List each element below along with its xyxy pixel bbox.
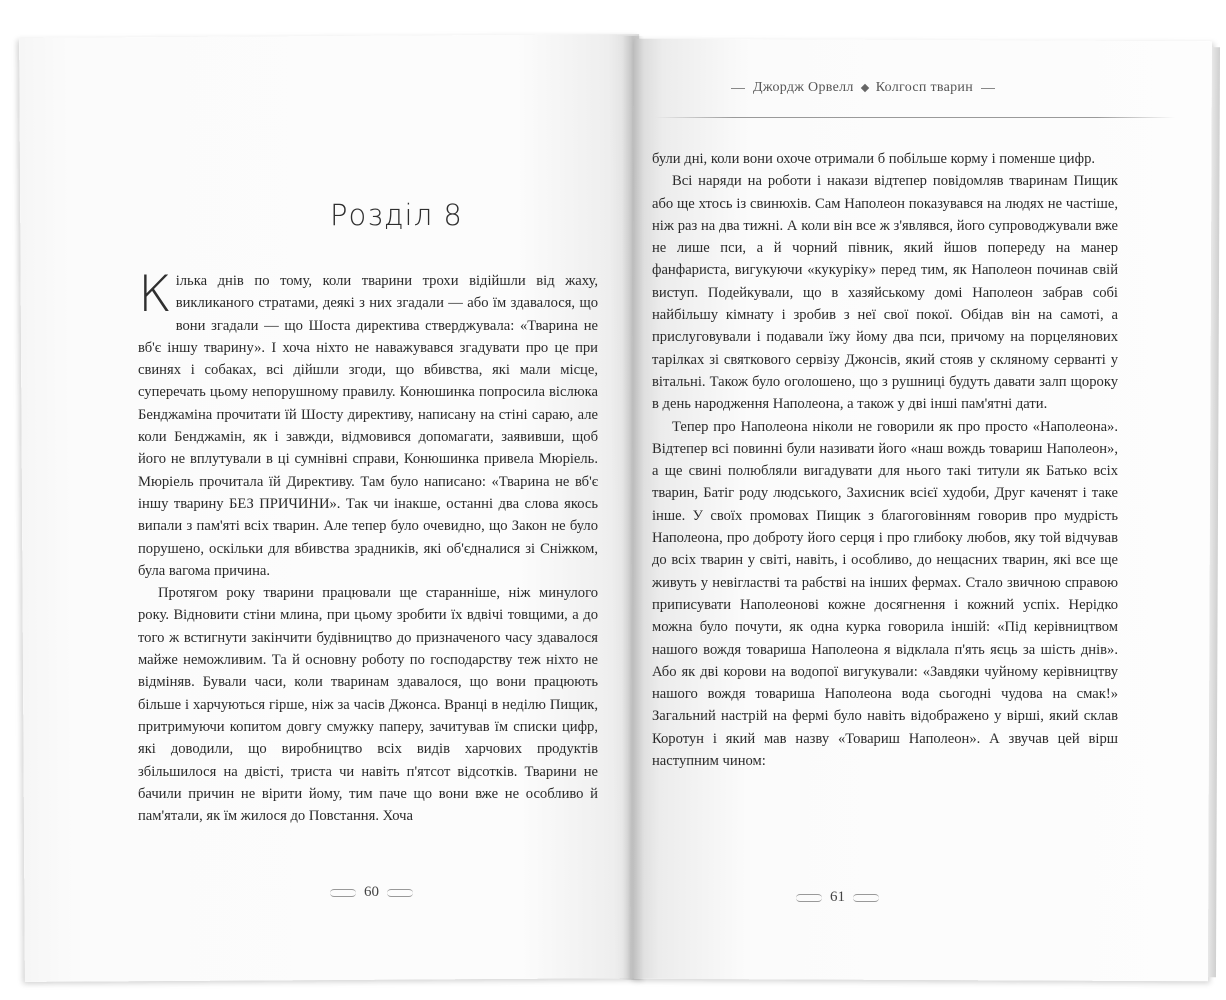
paragraph: [138, 265, 598, 582]
ornament-icon: [853, 894, 879, 902]
paragraph: Протягом року тварини працювали ще старанніше, ніж минулого року. Відновити стіни млина, при цьому зробити їх вдвічі товщими, а до того ж встигнути закінчити будівництво до призначеного часу здавалося майже неможливим. Та й основну роботу по господарству теж ніхто не відміняв. Бували часи, коли тваринам здавалося, що вони працюють більше і харчуються гірше, ніж за часів Джонса. Вранці в неділю Пищик, притримуючи копитом довгу смужку паперу, зачитував їм списки цифр, які доводили, що виробництво всіх видів харчових продуктів збільшилося на двісті, триста чи навіть п'ятсот відсотків. Тварини не бачили причин не вірити йому, тим паче що вони вже не особливо й пам'ятали, як їм жилося до Повстання. Хоча: [138, 585, 598, 825]
ornament-icon: [796, 894, 822, 902]
page-number-value: 60: [364, 884, 379, 900]
ornament-icon: [731, 88, 745, 89]
paragraph-text: ілька днів по тому, коли тварини трохи відійшли від жаху, викликаного стратами, деякі з них згадали — або їм здавалося, що вони згадали — що Шоста директива стверджувала: «Тварина не вб'є іншу тварину». І хоча ніхто не наважувався згадувати про це при свинях і собаках, всі дійшли згоди, що вбивства, які мали місце, суперечать цьому непорушному правилу. Конюшинка попросила віслюка Бенджаміна прочитати їй Шосту директиву, написану на стіні сараю, але коли Бенджамін, як і завжди, відмовився допомагати, заявивши, щоб його не вплутували в ці сумнівні справи, Конюшинка привела Мюріель. Мюріель прочитала їй Директиву. Там було написано: «Тварина не вб'є іншу тварину БЕЗ ПРИЧИНИ». Так чи інакше, останні два слова якось випали з пам'яті всіх тварин. Але тепер було очевидно, що Закон не було порушено, оскільки для вбивства зрадників, які об'єдналися зі Сніжком, була вагома причина.: [138, 273, 598, 579]
ornament-icon: [330, 889, 356, 897]
page-number-value: 61: [830, 889, 845, 905]
diamond-icon: [860, 84, 868, 92]
header-title: Колгосп тварин: [875, 80, 974, 95]
header-author: Джордж Орвелл: [752, 80, 854, 95]
header-divider: [655, 117, 1175, 118]
paragraph: Тепер про Наполеона ніколи не говорили як про просто «Наполеона». Відтепер всі повинні були називати його «наш вождь товариш Наполеон», а ще свині полюбляли вигадувати для нього такі титули як Батько всіх тварин, Батіг роду людського, Захисник всієї худоби, Друг каченят і таке інше. У своїх промовах Пищик з благоговінням говорив про мудрість Наполеона, про доброту його серця і про глибоку любов, яку той відчував до всіх тварин у світі, навіть, і особливо, до нещасних тварин, які все ще живуть у невігластві та рабстві на інших фермах. Стало звичною справою приписувати Наполеонові кожне досягнення і кожний успіх. Нерідко можна було почути, як одна курка говорила іншій: «Під керівництвом нашого вождя товариша Наполеона я відклала п'ять яєць за шість днів». Або як дві корови на водопої вигукували: «Завдяки чуйному керівництву нашого вождя товариша Наполеона вода сьогодні чудова на смак!» Загальний настрій на фермі було навіть відображено у вірші, який склав Коротун і який мав назву «Товариш Наполеон». А звучав цей вірш наступним чином:: [652, 418, 1118, 770]
page-number-right: [796, 889, 879, 906]
ornament-icon: [981, 88, 995, 89]
paragraph: Всі наряди на роботи і накази відтепер повідомляв тваринам Пищик або ще хтось із свинюхів. Сам Наполеон показувався на людях не частіше, ніж раз на два тижні. А коли він все ж з'являвся, його супроводжували вже не лише пси, а й чорний півник, який йшов попереду на манер фанфариста, вигукуючи «кукуріку» перед тим, як Наполеон починав свій виступ. Подейкували, що в хазяйському домі Наполеон забрав собі найбільшу кімнату і зробив з неї свої покої. Обідав він на самоті, а прислуговували і подавали їжу йому два пси, причому на порцелянових тарілках зі святкового сервізу Джонсів, який стояв у скляному серванті у вітальні. Також було оголошено, що з рушниці будуть давати залп щороку в день народження Наполеона, а також у дві інші пам'ятні дати.: [652, 173, 1118, 413]
book-gutter: [622, 36, 644, 980]
chapter-title: Розділ 8: [330, 198, 463, 232]
ornament-icon: [387, 889, 413, 897]
running-header: [718, 80, 1008, 96]
drop-cap: К: [138, 265, 172, 323]
page-number-left: [330, 884, 413, 901]
paragraph: були дні, коли вони охоче отримали б побільше корму і поменше цифр.: [652, 151, 1096, 167]
left-page-text: [138, 265, 598, 827]
right-page-text: [652, 148, 1118, 772]
